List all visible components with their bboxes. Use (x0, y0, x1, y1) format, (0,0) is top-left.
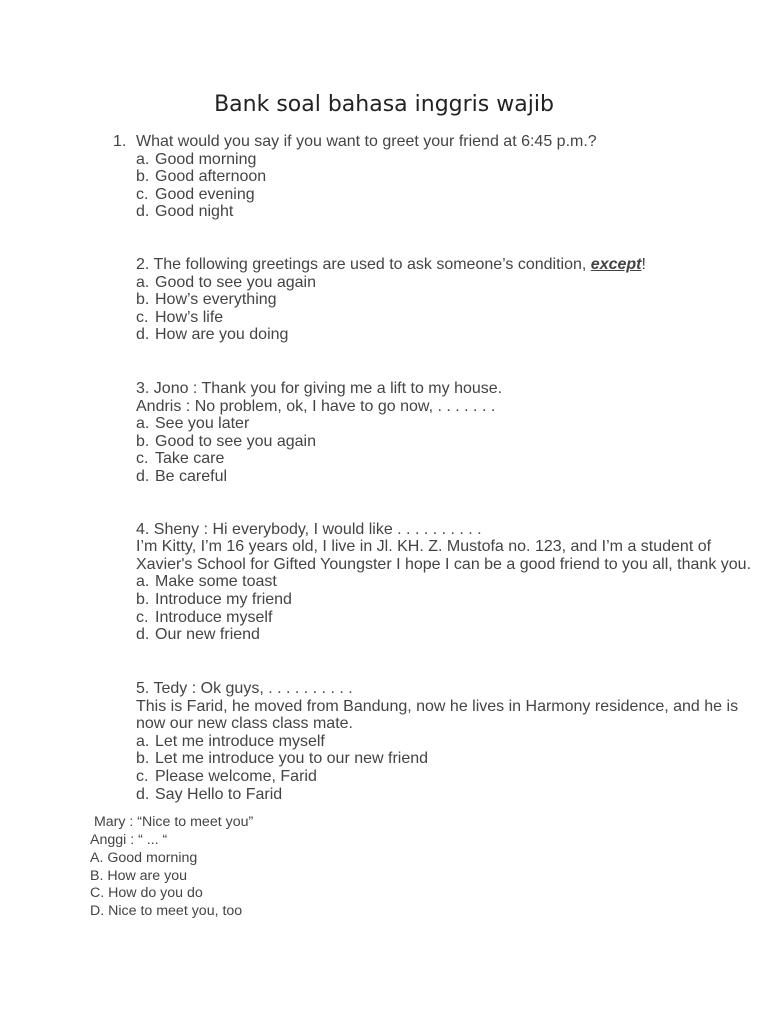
option-text: C. How do you do (90, 885, 203, 901)
question-text: 3. Jono : Thank you for giving me a lift to my house. (136, 380, 503, 397)
option-text: A. Good morning (90, 850, 198, 866)
question-text-after: ! (641, 256, 646, 273)
option-text: Introduce myself (155, 609, 273, 626)
option-letter: c. (136, 768, 149, 785)
option-text: How are you doing (155, 326, 289, 343)
option-letter: a. (136, 151, 150, 168)
option-text: Good afternoon (155, 168, 267, 185)
question-text: I’m Kitty, I’m 16 years old, I live in Jl. KH. Z. Mustofa no. 123, and I’m a student of (136, 538, 712, 555)
option-letter: c. (136, 309, 149, 326)
option-letter: b. (136, 291, 150, 308)
option-letter: d. (136, 203, 150, 220)
option-letter: b. (136, 433, 150, 450)
option-text: See you later (155, 415, 250, 432)
page-title: Bank soal bahasa inggris wajib (214, 92, 554, 117)
option-text: Be careful (155, 468, 228, 485)
dialogue-line: Anggi : “ ... “ (90, 832, 168, 848)
option-letter: d. (136, 468, 150, 485)
emphasis-except: except (590, 256, 642, 273)
question-text: Andris : No problem, ok, I have to go now, . . . . . . . (136, 398, 496, 415)
option-text: Good to see you again (155, 433, 317, 450)
option-text: How’s life (155, 309, 224, 326)
question-number: 1. (113, 133, 127, 150)
option-letter: b. (136, 750, 150, 767)
option-text: Good morning (155, 151, 257, 168)
option-text: Let me introduce myself (155, 733, 325, 750)
option-letter: b. (136, 591, 150, 608)
option-text: B. How are you (90, 868, 187, 884)
option-text: D. Nice to meet you, too (90, 903, 243, 919)
option-text: Good night (155, 203, 234, 220)
option-text: Let me introduce you to our new friend (155, 750, 429, 767)
option-letter: a. (136, 274, 150, 291)
option-text: Our new friend (155, 626, 260, 643)
option-letter: a. (136, 733, 150, 750)
question-text: What would you say if you want to greet your friend at 6:45 p.m.? (136, 133, 597, 150)
option-text: Good to see you again (155, 274, 317, 291)
question-text: 4. Sheny : Hi everybody, I would like . . . . . . . . . . (136, 521, 482, 538)
option-text: Say Hello to Farid (155, 786, 283, 803)
question-text: This is Farid, he moved from Bandung, now he lives in Harmony residence, and he is (136, 698, 739, 715)
option-letter: d. (136, 626, 150, 643)
option-text: Introduce my friend (155, 591, 292, 608)
question-text: Xavier's School for Gifted Youngster I hope I can be a good friend to you all, thank you. (136, 556, 752, 573)
option-letter: d. (136, 786, 150, 803)
option-letter: d. (136, 326, 150, 343)
question-text: now our new class class mate. (136, 715, 353, 732)
question-text: 5. Tedy : Ok guys, . . . . . . . . . . (136, 680, 353, 697)
option-text: Good evening (155, 186, 255, 203)
option-text: Take care (155, 450, 225, 467)
option-letter: c. (136, 450, 149, 467)
option-text: Make some toast (155, 573, 277, 590)
dialogue-line: Mary : “Nice to meet you” (90, 814, 254, 830)
option-letter: a. (136, 573, 150, 590)
option-letter: b. (136, 168, 150, 185)
option-letter: c. (136, 186, 149, 203)
option-letter: a. (136, 415, 150, 432)
option-text: Please welcome, Farid (155, 768, 317, 785)
option-letter: c. (136, 609, 149, 626)
question-text-before: 2. The following greetings are used to ask someone’s condition, (136, 256, 591, 273)
question-text (136, 256, 646, 274)
option-text: How’s everything (155, 291, 277, 308)
